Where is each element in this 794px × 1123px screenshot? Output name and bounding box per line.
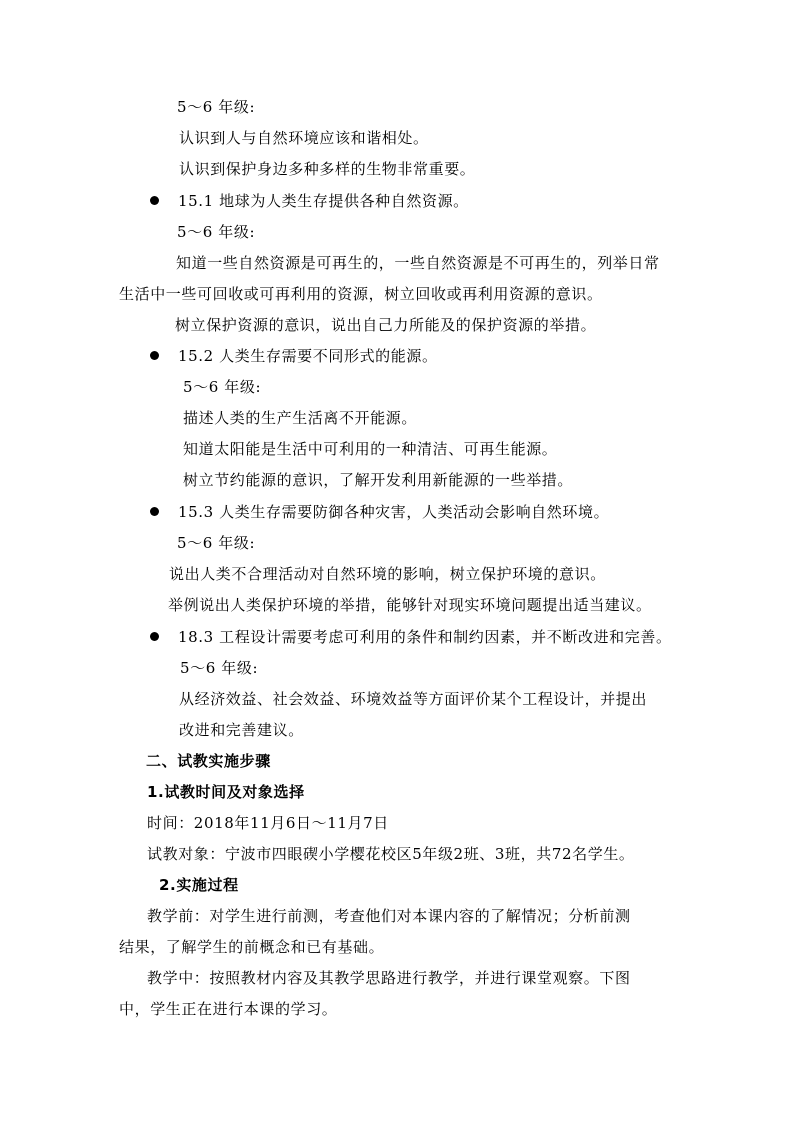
section-item: 15.1 地球为人类生存提供各种自然资源。 [178, 192, 469, 210]
text-line: 说出人类不合理活动对自然环境的影响，树立保护环境的意识。 [169, 565, 606, 583]
bullet-icon [150, 351, 159, 360]
text-line: 教学前：对学生进行前测，考查他们对本课内容的了解情况；分析前测 [147, 907, 631, 925]
bullet-icon [150, 196, 159, 205]
section-item: 18.3 工程设计需要考虑可利用的条件和制约因素，并不断改进和完善。 [178, 628, 672, 646]
text-line: 教学中：按照教材内容及其教学思路进行教学，并进行课堂观察。下图 [147, 969, 631, 987]
text-line: 描述人类的生产生活离不开能源。 [183, 409, 418, 427]
text-line: 认识到人与自然环境应该和谐相处。 [179, 129, 429, 147]
text-line: 试教对象：宁波市四眼碶小学樱花校区5年级2班、3班，共72名学生。 [147, 845, 635, 863]
grade-label: 5～6 年级: [183, 378, 262, 396]
text-line: 生活中一些可回收或可再利用的资源，树立回收或再利用资源的意识。 [119, 285, 603, 303]
text-line: 认识到保护身边多种多样的生物非常重要。 [179, 160, 476, 178]
text-line: 举例说出人类保护环境的举措，能够针对现实环境问题提出适当建议。 [168, 596, 652, 614]
grade-label: 5～6 年级: [177, 223, 256, 241]
section-item: 15.2 人类生存需要不同形式的能源。 [178, 347, 438, 365]
bullet-icon [150, 632, 159, 641]
text-line: 知道太阳能是生活中可利用的一种清洁、可再生能源。 [183, 440, 558, 458]
text-line: 知道一些自然资源是可再生的，一些自然资源是不可再生的，列举日常 [176, 254, 660, 272]
text-line: 树立节约能源的意识，了解开发利用新能源的一些举措。 [183, 471, 574, 489]
grade-label: 5～6 年级: [180, 659, 259, 677]
text-line: 中，学生正在进行本课的学习。 [119, 1000, 338, 1018]
text-line: 结果，了解学生的前概念和已有基础。 [119, 938, 385, 956]
grade-label: 5～6 年级: [177, 98, 256, 116]
grade-label: 5～6 年级: [177, 534, 256, 552]
subsection-heading: 1.试教时间及对象选择 [147, 783, 305, 801]
bullet-icon [150, 507, 159, 516]
subsection-heading: 2.实施过程 [159, 876, 239, 894]
text-line: 改进和完善建议。 [179, 721, 304, 739]
text-line: 树立保护资源的意识，说出自己力所能及的保护资源的举措。 [175, 316, 597, 334]
section-item: 15.3 人类生存需要防御各种灾害，人类活动会影响自然环境。 [178, 503, 610, 521]
section-heading: 二、试教实施步骤 [146, 752, 271, 770]
text-line: 时间：2018年11月6日～11月7日 [147, 814, 389, 832]
text-line: 从经济效益、社会效益、环境效益等方面评价某个工程设计，并提出 [179, 690, 648, 708]
